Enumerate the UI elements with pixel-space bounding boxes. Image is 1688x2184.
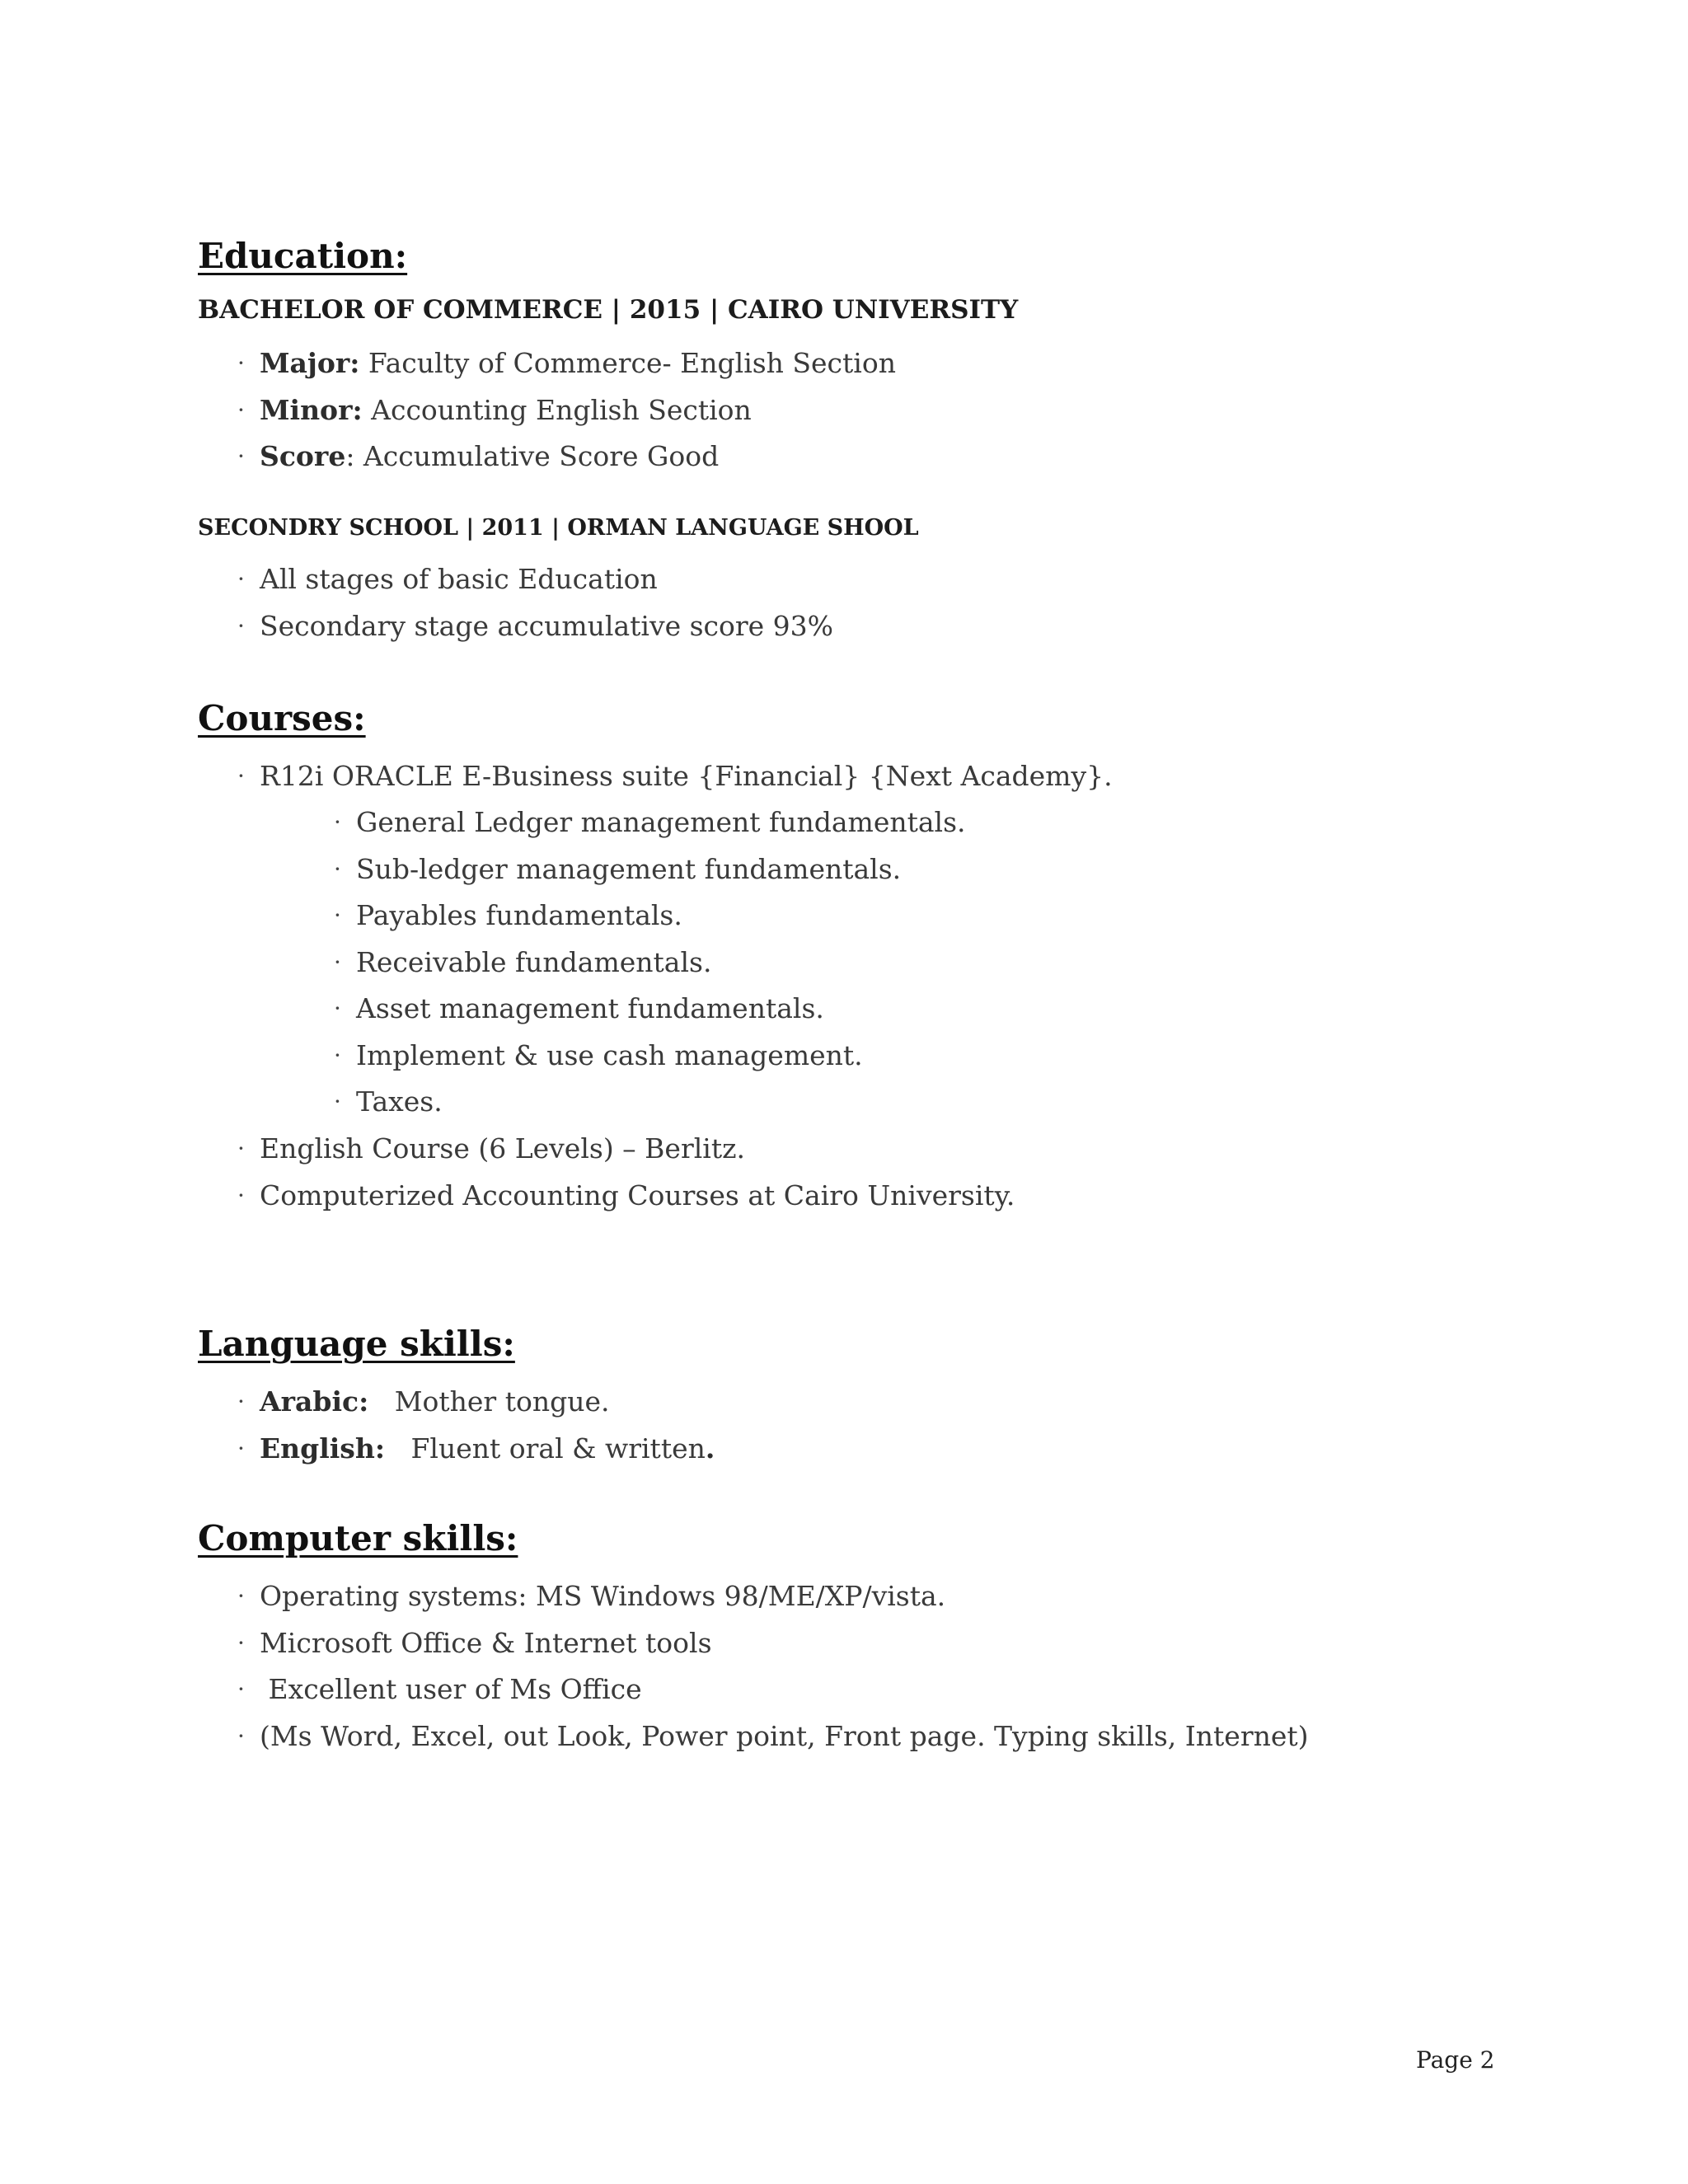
item-text: Asset management fundamentals. bbox=[356, 992, 824, 1024]
bullet-icon: · bbox=[237, 612, 245, 640]
item-text: Payables fundamentals. bbox=[356, 899, 682, 931]
list-item bbox=[237, 387, 896, 434]
bullet-icon: · bbox=[237, 396, 245, 424]
list-item bbox=[237, 340, 896, 387]
item-text: R12i ORACLE E-Business suite {Financial} {Next Academy}. bbox=[260, 760, 1113, 792]
courses-title: Courses: bbox=[198, 698, 366, 738]
bullet-icon: · bbox=[334, 855, 341, 883]
bullet-icon: · bbox=[237, 1135, 245, 1162]
language-list bbox=[237, 1379, 715, 1472]
list-item bbox=[237, 1666, 1309, 1713]
oracle-sublist bbox=[334, 799, 966, 1126]
list-item bbox=[237, 1713, 1309, 1760]
computer-title: Computer skills: bbox=[198, 1518, 518, 1558]
education-title: Education: bbox=[198, 236, 408, 276]
item-label: Major: bbox=[260, 347, 360, 379]
list-item bbox=[334, 893, 966, 940]
item-label: Score bbox=[260, 440, 346, 472]
list-item bbox=[237, 1620, 1309, 1667]
bullet-icon: · bbox=[237, 565, 245, 593]
item-text: Faculty of Commerce- English Section bbox=[359, 347, 896, 379]
list-item bbox=[237, 1379, 715, 1426]
bullet-icon: · bbox=[334, 902, 341, 929]
list-item bbox=[237, 1126, 1015, 1173]
list-item bbox=[237, 1173, 1015, 1220]
item-label: Minor: bbox=[260, 393, 363, 426]
item-text: Microsoft Office & Internet tools bbox=[260, 1626, 712, 1659]
item-label: English: bbox=[260, 1432, 386, 1465]
bullet-icon: · bbox=[237, 1722, 245, 1750]
item-text: All stages of basic Education bbox=[260, 563, 658, 595]
list-item bbox=[334, 799, 966, 846]
bullet-icon: · bbox=[237, 1582, 245, 1610]
bullet-icon: · bbox=[334, 995, 341, 1022]
item-text: Excellent user of Ms Office bbox=[260, 1673, 642, 1705]
item-text: Sub-ledger management fundamentals. bbox=[356, 852, 902, 885]
list-item bbox=[237, 603, 834, 650]
bullet-icon: · bbox=[334, 1088, 341, 1115]
bullet-icon: · bbox=[237, 349, 245, 377]
list-item bbox=[237, 556, 833, 603]
other-courses-list bbox=[237, 1126, 1015, 1219]
item-end: . bbox=[705, 1432, 715, 1465]
bachelor-list bbox=[237, 340, 896, 480]
page-number: Page 2 bbox=[1416, 2046, 1495, 2074]
item-text: : Accumulative Score Good bbox=[345, 440, 720, 472]
list-item bbox=[334, 986, 966, 1033]
item-text: (Ms Word, Excel, out Look, Power point, Front page. Typing skills, Internet) bbox=[260, 1719, 1309, 1752]
bullet-icon: · bbox=[237, 1434, 245, 1462]
list-item bbox=[334, 1079, 966, 1126]
courses-list bbox=[237, 753, 1113, 800]
item-text: English Course (6 Levels) – Berlitz. bbox=[260, 1132, 745, 1165]
language-title: Language skills: bbox=[198, 1324, 515, 1364]
list-item bbox=[237, 1426, 715, 1473]
item-text: Computerized Accounting Courses at Cairo University. bbox=[260, 1179, 1015, 1212]
bullet-icon: · bbox=[237, 762, 245, 790]
bullet-icon: · bbox=[237, 1181, 245, 1209]
item-text: Receivable fundamentals. bbox=[356, 945, 712, 978]
item-label: Arabic: bbox=[260, 1385, 369, 1418]
bullet-icon: · bbox=[237, 443, 245, 470]
item-text: Operating systems: MS Windows 98/ME/XP/vista. bbox=[260, 1580, 946, 1612]
list-item bbox=[334, 940, 966, 987]
list-item bbox=[237, 1573, 1309, 1620]
list-item bbox=[237, 434, 896, 480]
item-text: Implement & use cash management. bbox=[356, 1038, 863, 1071]
bullet-icon: · bbox=[237, 1675, 245, 1703]
item-text: General Ledger management fundamentals. bbox=[356, 806, 966, 838]
computer-list bbox=[237, 1573, 1309, 1760]
bullet-icon: · bbox=[334, 808, 341, 836]
list-item bbox=[334, 846, 966, 893]
item-text: Accounting English Section bbox=[362, 393, 752, 426]
bullet-icon: · bbox=[237, 1629, 245, 1657]
item-text: Fluent oral & written bbox=[385, 1432, 706, 1465]
bullet-icon: · bbox=[237, 1388, 245, 1415]
list-item bbox=[334, 1033, 966, 1080]
bullet-icon: · bbox=[334, 1041, 341, 1069]
item-text: Secondary stage accumulative score 93% bbox=[260, 609, 834, 642]
list-item bbox=[237, 753, 1113, 800]
secondary-heading: SECONDRY SCHOOL | 2011 | ORMAN LANGUAGE SHOOL bbox=[198, 515, 919, 541]
secondary-list bbox=[237, 556, 834, 649]
item-text: Mother tongue. bbox=[368, 1385, 610, 1418]
bachelor-heading: BACHELOR OF COMMERCE | 2015 | CAIRO UNIVERSITY bbox=[198, 295, 1019, 325]
bullet-icon: · bbox=[334, 948, 341, 976]
item-text: Taxes. bbox=[356, 1085, 443, 1118]
